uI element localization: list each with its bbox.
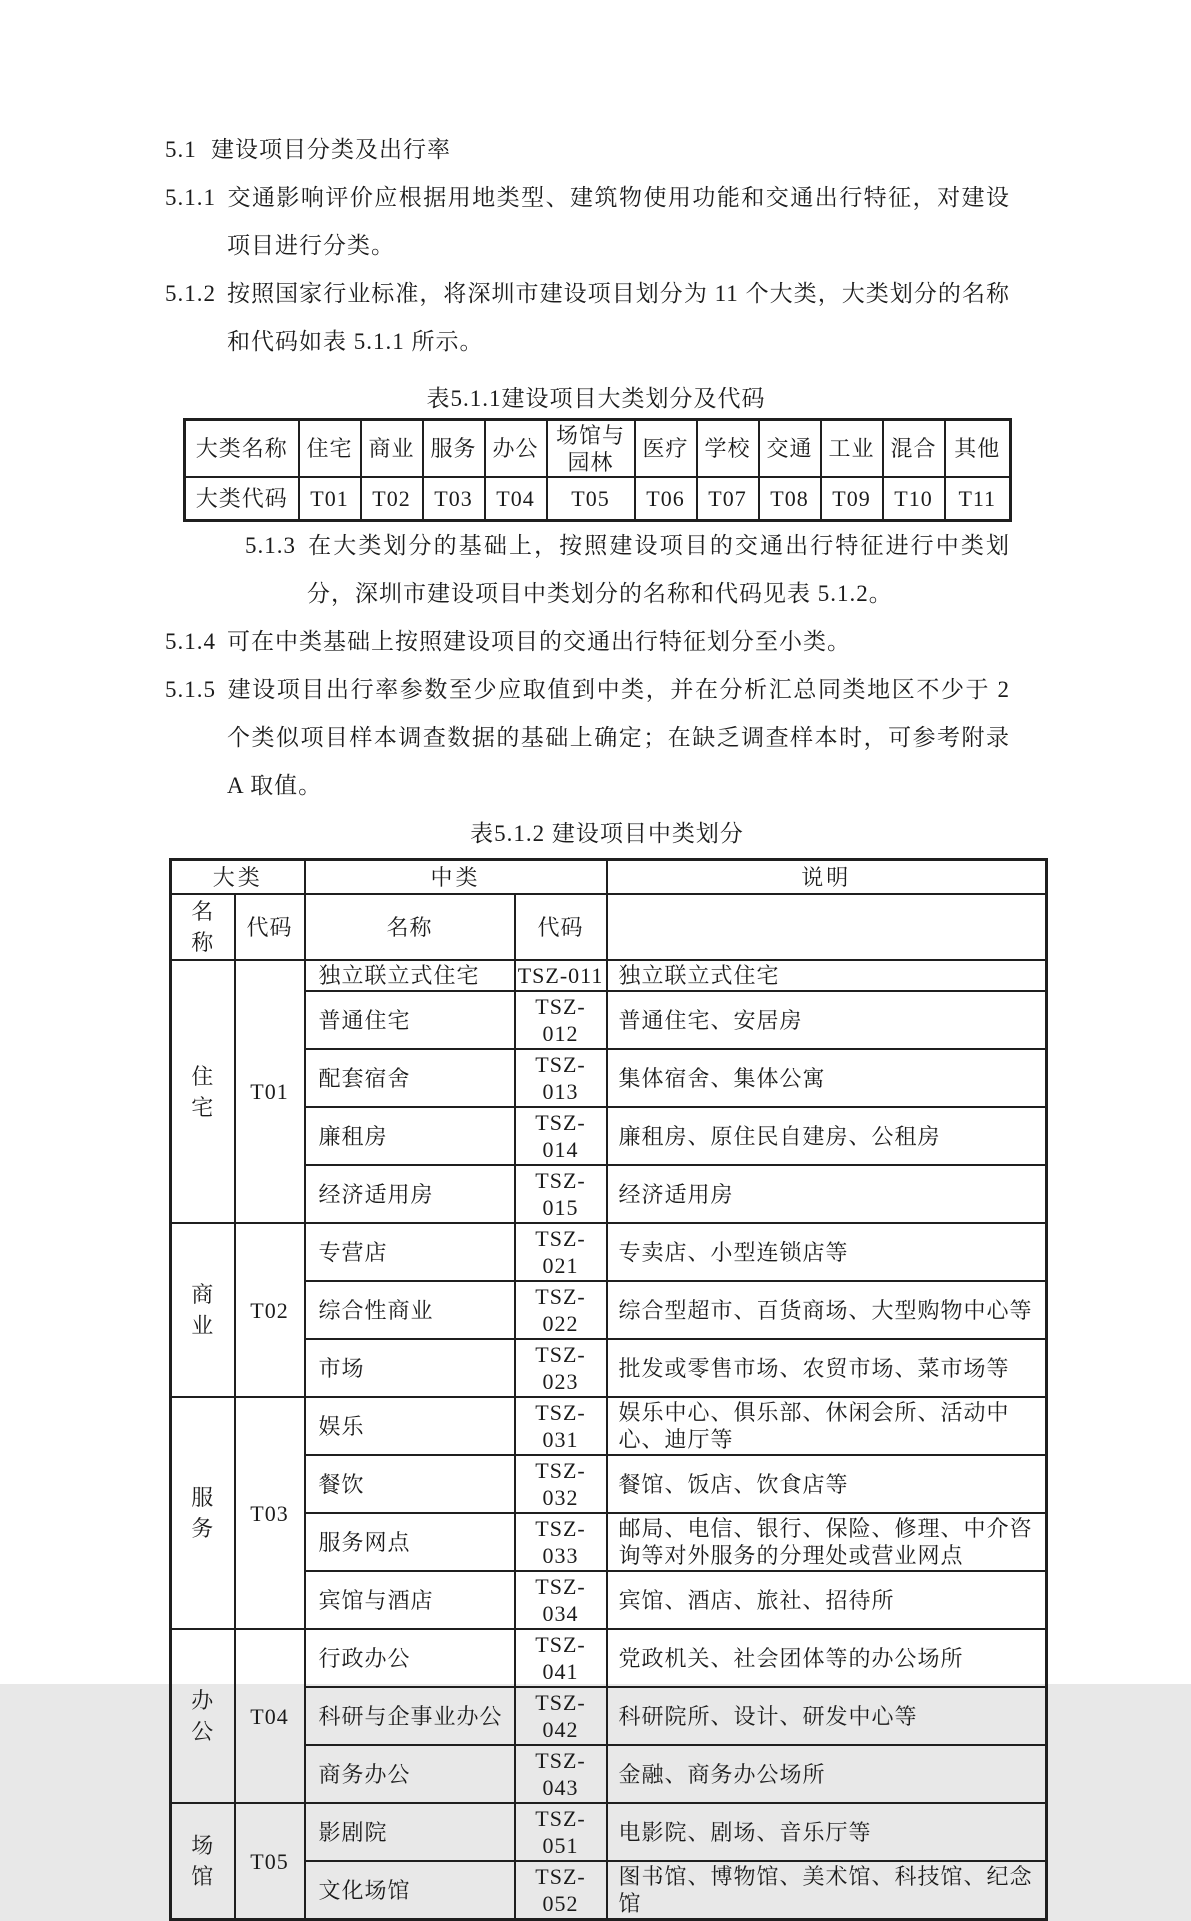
table1-name-cell-text: 场馆与园林 bbox=[555, 422, 625, 475]
middle-code-cell: TSZ-015 bbox=[515, 1165, 607, 1223]
table1-code-cell: T06 bbox=[635, 477, 697, 521]
middle-name-cell: 宾馆与酒店 bbox=[305, 1571, 515, 1629]
group-code-cell: T03 bbox=[235, 1397, 305, 1629]
table1-code-cell: T08 bbox=[759, 477, 821, 521]
clause-text: 交通影响评价应根据用地类型、建筑物使用功能和交通出行特征，对建设项目进行分类。 bbox=[227, 185, 1010, 258]
middle-code-cell: TSZ-031 bbox=[515, 1397, 607, 1455]
paragraph-5-1-2 bbox=[165, 270, 1010, 366]
desc-cell: 党政机关、社会团体等的办公场所 bbox=[607, 1629, 1047, 1687]
desc-cell: 图书馆、博物馆、美术馆、科技馆、纪念馆 bbox=[607, 1861, 1047, 1920]
section-number: 5.1 bbox=[165, 137, 197, 162]
middle-name-cell: 科研与企事业办公 bbox=[305, 1687, 515, 1745]
clause-text: 可在中类基础上按照建设项目的交通出行特征划分至小类。 bbox=[227, 629, 851, 654]
middle-name-cell: 市场 bbox=[305, 1339, 515, 1397]
table1-code-cell: T10 bbox=[883, 477, 945, 521]
table2-desc-subheader-empty-cell bbox=[607, 894, 1047, 960]
middle-code-cell: TSZ-043 bbox=[515, 1745, 607, 1803]
table1-name-cell: 办公 bbox=[485, 420, 547, 478]
middle-code-cell: TSZ-033 bbox=[515, 1513, 607, 1571]
middle-code-cell: TSZ-012 bbox=[515, 991, 607, 1049]
table2-middle-code-subheader-cell: 代码 bbox=[515, 894, 607, 960]
middle-code-cell: TSZ-042 bbox=[515, 1687, 607, 1745]
group-name-text: 场馆 bbox=[191, 1833, 215, 1889]
clause-text: 建设项目出行率参数至少应取值到中类，并在分析汇总同类地区不少于 2 个类似项目样本调查数据的基础上确定；在缺乏调查样本时，可参考附录 A 取值。 bbox=[227, 677, 1010, 798]
desc-cell: 批发或零售市场、农贸市场、菜市场等 bbox=[607, 1339, 1047, 1397]
table1-code-cell: T03 bbox=[423, 477, 485, 521]
middle-name-cell: 经济适用房 bbox=[305, 1165, 515, 1223]
middle-name-cell: 娱乐 bbox=[305, 1397, 515, 1455]
group-name-text: 住宅 bbox=[191, 1063, 215, 1120]
group-code-cell: T04 bbox=[235, 1629, 305, 1803]
paragraph-5-1-3 bbox=[165, 522, 1010, 618]
middle-code-cell: TSZ-052 bbox=[515, 1861, 607, 1920]
middle-code-cell: TSZ-022 bbox=[515, 1281, 607, 1339]
clause-number: 5.1.1 bbox=[165, 185, 216, 210]
middle-name-cell: 独立联立式住宅 bbox=[305, 960, 515, 991]
table2-header-row-2 bbox=[171, 894, 1047, 960]
paragraph-5-1-1 bbox=[165, 174, 1010, 270]
group-name-cell bbox=[171, 1223, 235, 1397]
clause-number: 5.1.4 bbox=[165, 629, 216, 654]
table1-name-cell: 住宅 bbox=[299, 420, 361, 478]
desc-cell: 集体宿舍、集体公寓 bbox=[607, 1049, 1047, 1107]
table2-section bbox=[169, 810, 1045, 1921]
table1-name-cell: 工业 bbox=[821, 420, 883, 478]
table1-name-cell bbox=[547, 420, 635, 478]
table1-name-cell: 商业 bbox=[361, 420, 423, 478]
table2-middle-name-subheader-cell: 名称 bbox=[305, 894, 515, 960]
paragraph-5-1-4 bbox=[165, 618, 1010, 666]
desc-cell: 餐馆、饭店、饮食店等 bbox=[607, 1455, 1047, 1513]
table1-name-cell: 交通 bbox=[759, 420, 821, 478]
table1-name-cell: 学校 bbox=[697, 420, 759, 478]
group-name-text: 服务 bbox=[191, 1485, 215, 1541]
table1-title: 表5.1.1建设项目大类划分及代码 bbox=[426, 386, 766, 411]
major-class-code-table bbox=[183, 418, 1012, 522]
table1-code-cell: T02 bbox=[361, 477, 423, 521]
middle-code-cell: TSZ-014 bbox=[515, 1107, 607, 1165]
desc-cell: 独立联立式住宅 bbox=[607, 960, 1047, 991]
desc-cell: 宾馆、酒店、旅社、招待所 bbox=[607, 1571, 1047, 1629]
table2-major-name-subheader-cell bbox=[171, 894, 235, 960]
table-row bbox=[171, 960, 1047, 991]
table2-major-code-subheader-cell: 代码 bbox=[235, 894, 305, 960]
desc-cell: 普通住宅、安居房 bbox=[607, 991, 1047, 1049]
table-row bbox=[171, 1397, 1047, 1455]
middle-name-cell: 文化场馆 bbox=[305, 1861, 515, 1920]
middle-name-cell: 专营店 bbox=[305, 1223, 515, 1281]
group-name-cell bbox=[171, 960, 235, 1223]
middle-code-cell: TSZ-023 bbox=[515, 1339, 607, 1397]
table-row bbox=[171, 1803, 1047, 1861]
group-code-cell: T01 bbox=[235, 960, 305, 1223]
table1-code-header-cell: 大类代码 bbox=[185, 477, 299, 521]
desc-cell: 金融、商务办公场所 bbox=[607, 1745, 1047, 1803]
table1-code-row bbox=[185, 477, 1011, 521]
table2-desc-header-cell: 说明 bbox=[607, 860, 1047, 895]
middle-name-cell: 行政办公 bbox=[305, 1629, 515, 1687]
middle-name-cell: 综合性商业 bbox=[305, 1281, 515, 1339]
middle-name-cell: 配套宿舍 bbox=[305, 1049, 515, 1107]
middle-code-cell: TSZ-041 bbox=[515, 1629, 607, 1687]
clause-number: 5.1.5 bbox=[165, 677, 216, 702]
table1-code-cell: T09 bbox=[821, 477, 883, 521]
middle-code-cell: TSZ-013 bbox=[515, 1049, 607, 1107]
middle-code-cell: TSZ-032 bbox=[515, 1455, 607, 1513]
desc-cell: 综合型超市、百货商场、大型购物中心等 bbox=[607, 1281, 1047, 1339]
desc-cell: 经济适用房 bbox=[607, 1165, 1047, 1223]
desc-cell: 廉租房、原住民自建房、公租房 bbox=[607, 1107, 1047, 1165]
table2-major-header-cell: 大类 bbox=[171, 860, 305, 895]
middle-name-cell: 普通住宅 bbox=[305, 991, 515, 1049]
middle-name-cell: 商务办公 bbox=[305, 1745, 515, 1803]
middle-code-cell: TSZ-021 bbox=[515, 1223, 607, 1281]
clause-text: 按照国家行业标准，将深圳市建设项目划分为 11 个大类，大类划分的名称和代码如表 5.1.1 所示。 bbox=[227, 281, 1010, 354]
middle-name-cell: 餐饮 bbox=[305, 1455, 515, 1513]
table1-code-cell: T04 bbox=[485, 477, 547, 521]
body-text-column bbox=[165, 0, 1033, 1921]
desc-cell: 邮局、电信、银行、保险、修理、中介咨询等对外服务的分理处或营业网点 bbox=[607, 1513, 1047, 1571]
table1-section bbox=[183, 384, 1009, 522]
table1-name-header-cell: 大类名称 bbox=[185, 420, 299, 478]
table1-name-cell: 混合 bbox=[883, 420, 945, 478]
table1-code-cell: T01 bbox=[299, 477, 361, 521]
middle-class-table bbox=[169, 858, 1048, 1921]
middle-name-cell: 服务网点 bbox=[305, 1513, 515, 1571]
middle-name-cell: 影剧院 bbox=[305, 1803, 515, 1861]
group-name-text: 办公 bbox=[191, 1688, 215, 1744]
group-name-text: 商业 bbox=[191, 1282, 215, 1338]
table1-name-cell: 服务 bbox=[423, 420, 485, 478]
table2-title: 表5.1.2 建设项目中类划分 bbox=[470, 821, 744, 846]
subheader-text: 名称 bbox=[191, 899, 215, 955]
table1-name-cell: 医疗 bbox=[635, 420, 697, 478]
table-row bbox=[171, 1223, 1047, 1281]
table1-name-row bbox=[185, 420, 1011, 478]
group-code-cell: T02 bbox=[235, 1223, 305, 1397]
desc-cell: 娱乐中心、俱乐部、休闲会所、活动中心、迪厅等 bbox=[607, 1397, 1047, 1455]
section-heading bbox=[165, 126, 1010, 174]
table1-code-cell: T05 bbox=[547, 477, 635, 521]
group-code-cell: T05 bbox=[235, 1803, 305, 1920]
table1-code-cell: T11 bbox=[945, 477, 1011, 521]
middle-name-cell: 廉租房 bbox=[305, 1107, 515, 1165]
group-name-cell bbox=[171, 1397, 235, 1629]
group-name-cell bbox=[171, 1803, 235, 1920]
clause-number: 5.1.2 bbox=[165, 281, 216, 306]
group-name-cell bbox=[171, 1629, 235, 1803]
desc-cell: 专卖店、小型连锁店等 bbox=[607, 1223, 1047, 1281]
table2-middle-header-cell: 中类 bbox=[305, 860, 607, 895]
middle-code-cell: TSZ-011 bbox=[515, 960, 607, 991]
table-row bbox=[171, 1629, 1047, 1687]
desc-cell: 科研院所、设计、研发中心等 bbox=[607, 1687, 1047, 1745]
table1-name-cell: 其他 bbox=[945, 420, 1011, 478]
table2-header-row-1 bbox=[171, 860, 1047, 895]
table1-code-cell: T07 bbox=[697, 477, 759, 521]
section-title-text: 建设项目分类及出行率 bbox=[211, 137, 451, 162]
desc-cell: 电影院、剧场、音乐厅等 bbox=[607, 1803, 1047, 1861]
paragraph-5-1-5 bbox=[165, 666, 1010, 810]
middle-code-cell: TSZ-051 bbox=[515, 1803, 607, 1861]
middle-code-cell: TSZ-034 bbox=[515, 1571, 607, 1629]
clause-number: 5.1.3 bbox=[245, 533, 296, 558]
clause-text: 在大类划分的基础上，按照建设项目的交通出行特征进行中类划分，深圳市建设项目中类划分的名称和代码见表 5.1.2。 bbox=[307, 533, 1010, 606]
